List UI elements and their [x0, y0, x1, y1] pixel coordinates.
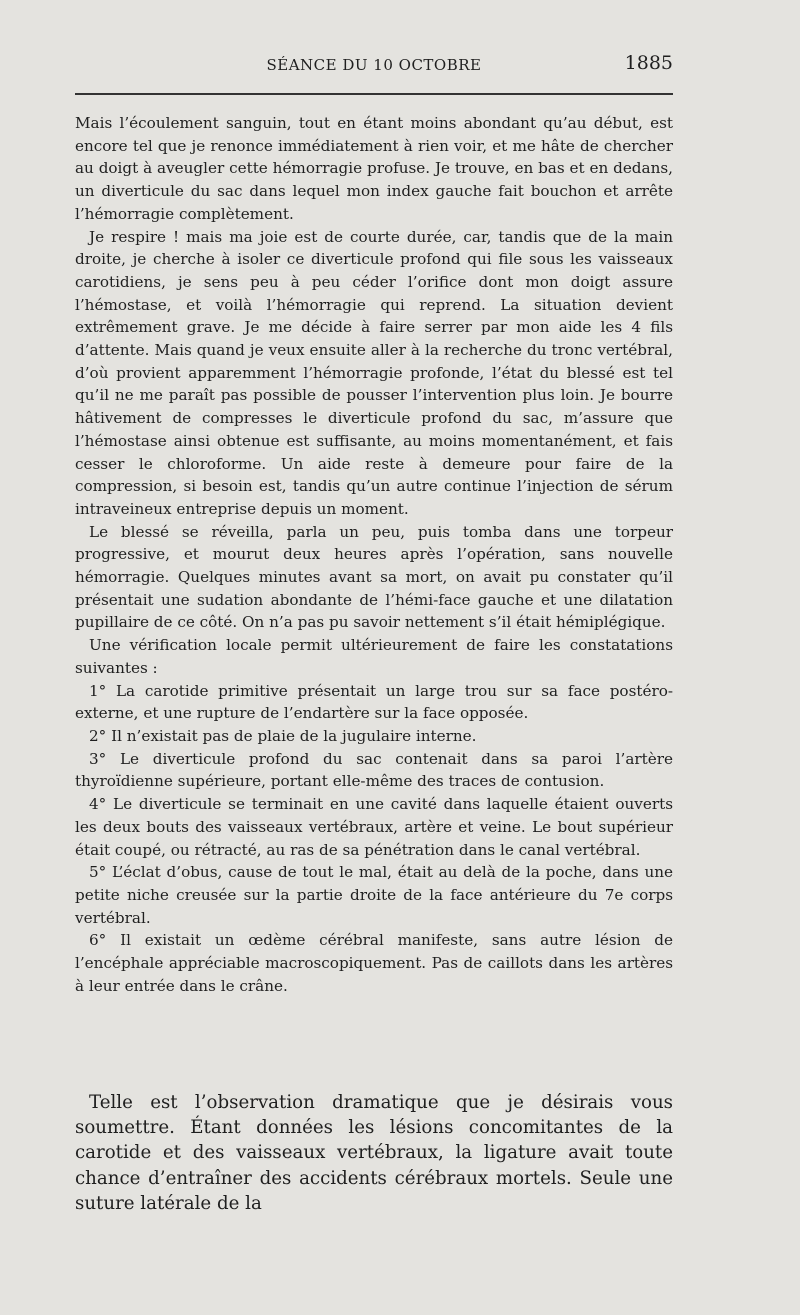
page-header [75, 52, 673, 82]
list-item: 2° Il n’existait pas de plaie de la jugulaire interne. [89, 726, 477, 745]
list-item: 1° La carotide primitive présentait un large trou sur sa face postéro-externe, et une rupture de l’endartère sur la face opposée. [75, 681, 673, 723]
paragraph: Telle est l’observation dramatique que je désirais vous soumettre. Étant données les lésions concomitantes de la carotide et des vaisseaux vertébraux, la ligature avait toute chance d’entraîner des accidents cérébraux mortels. Seule une suture latérale de la [75, 1092, 673, 1214]
list-item: 5° L’éclat d’obus, cause de tout le mal, était au delà de la poche, dans une petite niche creusée sur la partie droite de la face antérieure du 7e corps vertébral. [75, 863, 673, 927]
paragraph: Le blessé se réveilla, parla un peu, puis tomba dans une torpeur progressive, et mourut deux heures après l’opération, sans nouvelle hémorragie. Quelques minutes avant sa mort, on avait pu constater qu’il présentait une sudation abondante de l’hémi-face gauche et une dilatation pupillaire de ce côté. On n’a pas pu savoir nettement s’il était hémiplégique. [75, 522, 673, 632]
header-rule [75, 93, 673, 95]
paragraph: Une vérification locale permit ultérieurement de faire les constatations suivantes : [75, 636, 673, 677]
small-type-text-block [75, 112, 673, 997]
running-title: SÉANCE DU 10 OCTOBRE [266, 56, 482, 74]
list-item: 3° Le diverticule profond du sac contenait dans sa paroi l’artère thyroïdienne supérieure, portant elle-même des traces de contusion. [75, 749, 673, 791]
paragraph: Mais l’écoulement sanguin, tout en étant moins abondant qu’au début, est encore tel que je renonce immédiatement à rien voir, et me hâte de chercher au doigt à aveugler cette hémorragie profuse. Je trouve, en bas et en dedans, un diverticule du sac dans lequel mon index gauche fait bouchon et arrête l’hémorragie complètement. [75, 114, 673, 223]
list-item: 4° Le diverticule se terminait en une cavité dans laquelle étaient ouverts les deux bouts des vaisseaux vertébraux, artère et veine. Le bout supérieur était coupé, ou rétracté, au ras de sa pénétration dans le canal vertébral. [75, 795, 673, 859]
paragraph: Je respire ! mais ma joie est de courte durée, car, tandis que de la main droite, je cherche à isoler ce diverticule profond qui file sous les vaisseaux carotidiens, je sens peu à peu céder l’orifice dont mon doigt assure l’hémostase, et voilà l’hémorragie qui reprend. La situation devient extrêmement grave. Je me décide à faire serrer par mon aide les 4 fils d’attente. Mais quand je veux ensuite aller à la recherche du tronc vertébral, d’où provient apparemment l’hémorragie profonde, l’état du blessé est tel qu’il ne me paraît pas possible de pousser l’intervention plus loin. Je bourre hâtivement de compresses le diverticule profond du sac, m’assure que l’hémostase ainsi obtenue est suffisante, au moins momentanément, et fais cesser le chloroforme. Un aide reste à demeure pour faire de la compression, si besoin est, tandis qu’un autre continue l’injection de sérum intraveineux entreprise depuis un moment. [75, 227, 673, 518]
large-type-text-block [75, 1090, 673, 1216]
list-item: 6° Il existait un œdème cérébral manifeste, sans autre lésion de l’encéphale appréciable macroscopiquement. Pas de caillots dans les artères à leur entrée dans le crâne. [75, 931, 673, 995]
page-number: 1885 [624, 52, 673, 74]
